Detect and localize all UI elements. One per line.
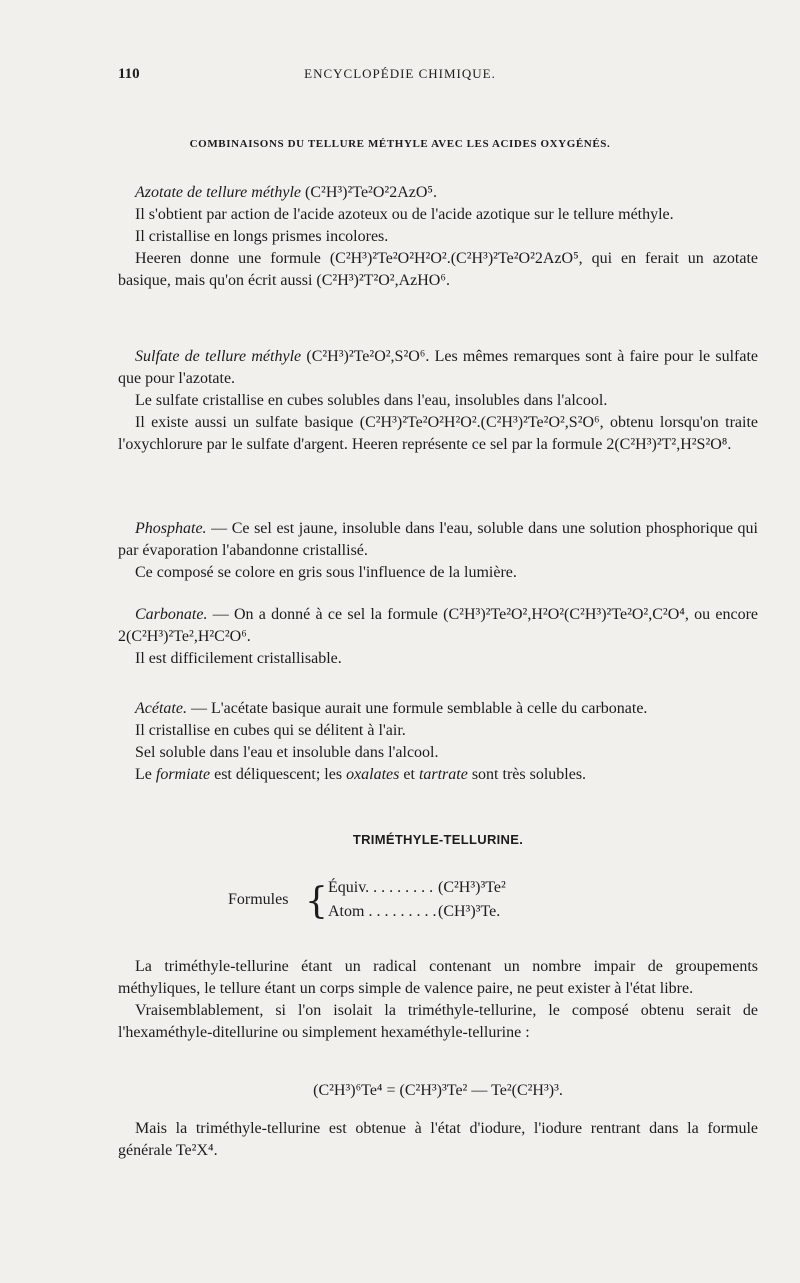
atom-formula: (CH³)³Te.	[438, 903, 501, 920]
trimethyl-closing	[118, 1118, 758, 1162]
oxalates-term: oxalates	[346, 766, 400, 783]
carbonate-name: Carbonate.	[135, 606, 208, 623]
text-fragment: et	[399, 766, 419, 783]
sulfate-text: (C²H³)²Te²O²,S²O⁶. Les mêmes remarques sont à faire pour le sulfate que pour l'azotate.	[118, 348, 759, 387]
phosphate-name: Phosphate.	[135, 520, 207, 537]
equiv-label: Équiv. . . . . . . . .	[328, 879, 434, 896]
phosphate-text: — Ce sel est jaune, insoluble dans l'eau, soluble dans une solution phosphorique qui par évaporation l'abandonne cristallisé.	[118, 520, 758, 559]
azotate-section	[118, 182, 758, 292]
book-title: ENCYCLOPÉDIE CHIMIQUE.	[304, 66, 496, 81]
acetate-title-paragraph	[118, 698, 758, 720]
azotate-paragraph-2: Il cristallise en longs prismes incolores.	[135, 228, 389, 245]
formulas-table	[228, 877, 648, 929]
phosphate-paragraph-1: Ce composé se colore en gris sous l'influence de la lumière.	[135, 564, 517, 581]
acetate-section	[118, 698, 758, 786]
azotate-formula: (C²H³)²Te²O²2AzO⁵.	[305, 184, 437, 201]
phosphate-section	[118, 518, 758, 584]
trimethyl-paragraph-1: La triméthyle-tellurine étant un radical contenant un nombre impair de groupements méthyliques, le tellure étant un corps simple de valence paire, ne peut exister à l'état libre.	[118, 958, 758, 997]
trimethyl-paragraph-3: Mais la triméthyle-tellurine est obtenue à l'état d'iodure, l'iodure rentrant dans la formule générale Te²X⁴.	[118, 1120, 758, 1159]
trimethyl-heading: TRIMÉTHYLE-TELLURINE.	[352, 832, 524, 847]
acetate-paragraph-2: Sel soluble dans l'eau et insoluble dans l'alcool.	[135, 744, 439, 761]
equiv-formula: (C²H³)³Te²	[438, 879, 506, 896]
sulfate-section	[118, 346, 758, 456]
section-heading: COMBINAISONS DU TELLURE MÉTHYLE AVEC LES ACIDES OXYGÉNÉS.	[189, 138, 611, 150]
azotate-paragraph-3: Heeren donne une formule (C²H³)²Te²O²H²O².(C²H³)²Te²O²2AzO⁵, qui en ferait un azotate basique, mais qu'on écrit aussi (C²H³)²T²O²,AzHO⁶.	[118, 250, 758, 289]
carbonate-title-paragraph	[118, 604, 758, 648]
brace-symbol: {	[305, 881, 328, 922]
sulfate-paragraph-2: Il existe aussi un sulfate basique (C²H³)²Te²O²H²O².(C²H³)²Te²O²,S²O⁶, obtenu lorsqu'on traite l'oxychlorure par le sulfate d'argent. Heeren représente ce sel par la formule 2(C²H³)²T²,H²S²O⁸.	[118, 414, 758, 453]
trimethyl-paragraph-2: Vraisemblablement, si l'on isolait la triméthyle-tellurine, le composé obtenu serait de l'hexaméthyle-ditellurine ou simplement hexaméthyle-tellurine :	[118, 1002, 758, 1041]
running-head	[118, 66, 682, 88]
text-fragment: est déliquescent; les	[210, 766, 347, 783]
atom-label: Atom . . . . . . . . .	[328, 903, 437, 920]
carbonate-paragraph-1: Il est difficilement cristallisable.	[135, 650, 342, 667]
carbonate-section	[118, 604, 758, 670]
formulas-label: Formules	[228, 891, 289, 908]
trimethyl-text	[118, 956, 758, 1044]
acetate-paragraph-3	[118, 764, 758, 786]
text-fragment: sont très solubles.	[467, 766, 587, 783]
acetate-paragraph-1: Il cristallise en cubes qui se délitent à l'air.	[135, 722, 406, 739]
phosphate-title-paragraph	[118, 518, 758, 562]
carbonate-text: — On a donné à ce sel la formule (C²H³)²Te²O²,H²O²(C²H³)²Te²O²,C²O⁴, ou encore 2(C²H³)²Te²,H²C²O⁶.	[118, 606, 758, 645]
sulfate-paragraph-1: Le sulfate cristallise en cubes solubles dans l'eau, insolubles dans l'alcool.	[135, 392, 608, 409]
sulfate-title-paragraph	[118, 346, 758, 390]
azotate-name: Azotate de tellure méthyle	[135, 184, 302, 201]
hexamethyl-equation: (C²H³)⁶Te⁴ = (C²H³)³Te² — Te²(C²H³)³.	[313, 1082, 563, 1099]
sulfate-name: Sulfate de tellure méthyle	[135, 348, 302, 365]
tartrate-term: tartrate	[418, 766, 468, 783]
formiate-term: formiate	[155, 766, 211, 783]
acetate-text: — L'acétate basique aurait une formule semblable à celle du carbonate.	[186, 700, 648, 717]
page-number: 110	[118, 66, 140, 82]
azotate-title-line	[118, 182, 758, 204]
text-fragment: Le	[135, 766, 156, 783]
azotate-paragraph-1: Il s'obtient par action de l'acide azoteux ou de l'acide azotique sur le tellure méthyle.	[135, 206, 674, 223]
acetate-name: Acétate.	[135, 700, 187, 717]
